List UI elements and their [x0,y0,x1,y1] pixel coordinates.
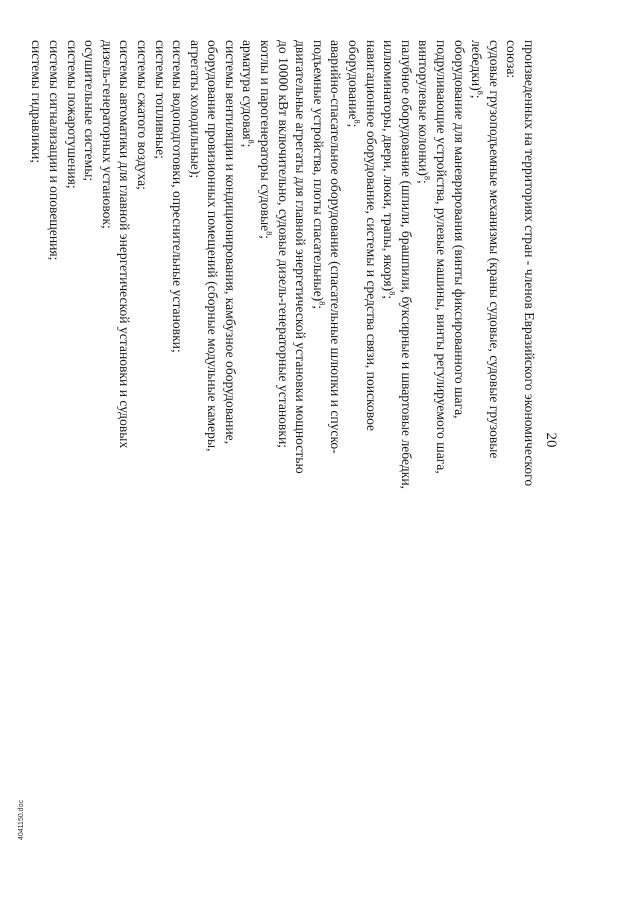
text-line [239,40,257,560]
line-punctuation: ; [469,94,485,99]
line-text: союза: [504,40,520,79]
text-line [28,40,46,560]
line-punctuation: ; [346,123,362,128]
line-text: системы топливные; [152,40,168,159]
line-text: произведенных на территориях стран - членов Евразийского экономического [522,40,537,487]
footnote-marker: 8 [475,90,485,95]
footnote-marker: 8 [352,119,362,124]
text-line [292,40,310,560]
line-text: дизель-генераторных установок; [99,40,115,229]
text-line [397,40,415,560]
line-text: агрегаты холодильные); [187,40,203,179]
line-text: системы гидравлики; [29,40,45,164]
line-text: оборудование [346,40,362,120]
text-line [415,40,433,560]
text-line [133,40,151,560]
text-line [116,40,134,560]
body-text [28,40,538,560]
line-text: двигательные агрегаты для главной энергетической установки мощностью [293,40,309,474]
text-line [98,40,116,560]
page-number: 20 [543,432,559,448]
line-text: винторулевые колонки) [416,40,432,176]
footnote-marker: 8 [422,175,432,180]
line-text: арматура судовая [240,40,256,140]
line-text: системы сжатого воздуха; [134,40,150,190]
text-line [362,40,380,560]
text-line [520,40,538,560]
line-text: системы автоматики для главной энергетической установки и судовых [117,40,133,449]
text-line [309,40,327,560]
text-line [432,40,450,560]
footnote-marker: 8 [387,291,397,296]
line-text: оборудование для маневрирования (винты фиксированного шага, [451,40,467,419]
line-text: палубное оборудование (шпили, брашпили, буксирные и швартовые лебедки, [398,40,414,490]
text-line [380,40,398,560]
text-line [45,40,63,560]
line-text: осушительные системы; [82,40,98,182]
rotated-content [28,40,560,840]
line-text: иллюминаторы, двери, люки, трапы, якоря) [381,40,397,292]
line-text: лебедки) [469,40,485,91]
line-text: системы сигнализации и оповещения; [46,40,62,261]
line-text: системы вентиляции и кондиционирования, камбузное оборудование, [222,40,238,445]
text-line [221,40,239,560]
line-text: котлы и парогенераторы судовые [258,40,274,232]
text-line [63,40,81,560]
line-punctuation: ; [381,295,397,299]
footnote-marker: 8 [247,139,257,144]
text-line [81,40,99,560]
line-text: системы водоподготовки, опреснительные установки; [170,40,186,353]
line-text: подруливающие устройства, рулевые машины, винты регулируемого шага, [434,40,450,474]
text-line [274,40,292,560]
footnote-marker: 8 [264,231,274,236]
text-line [257,40,275,560]
line-text: системы пожаротушения; [64,40,80,189]
footnote-marker: 8 [317,301,327,306]
text-line [186,40,204,560]
text-line [485,40,503,560]
text-line [151,40,169,560]
line-punctuation: ; [310,305,326,310]
document-file-id: 4041150.doc [18,800,25,840]
text-line [450,40,468,560]
line-text: оборудование провизионных помещений (сборные модульные камеры, [205,40,221,452]
text-line [468,40,486,560]
text-line [204,40,222,560]
text-line [169,40,187,560]
line-punctuation: ; [416,179,432,184]
line-text: судовые грузоподъемные механизмы (краны судовые, судовые грузовые [486,40,502,459]
text-line [503,40,521,560]
line-text: до 10000 кВт включительно, судовые дизель-генераторные установки; [275,40,291,449]
text-line [327,40,345,560]
line-punctuation: ; [240,143,256,148]
line-punctuation: ; [258,235,274,240]
text-line [344,40,362,560]
line-text: аварийно-спасательное оборудование (спасательные шлюпки и спуско- [328,40,344,454]
line-text: подъемные устройства, плоты спасательные) [310,40,326,302]
line-text: навигационное оборудование, системы и средства связи, поисковое [363,40,379,432]
